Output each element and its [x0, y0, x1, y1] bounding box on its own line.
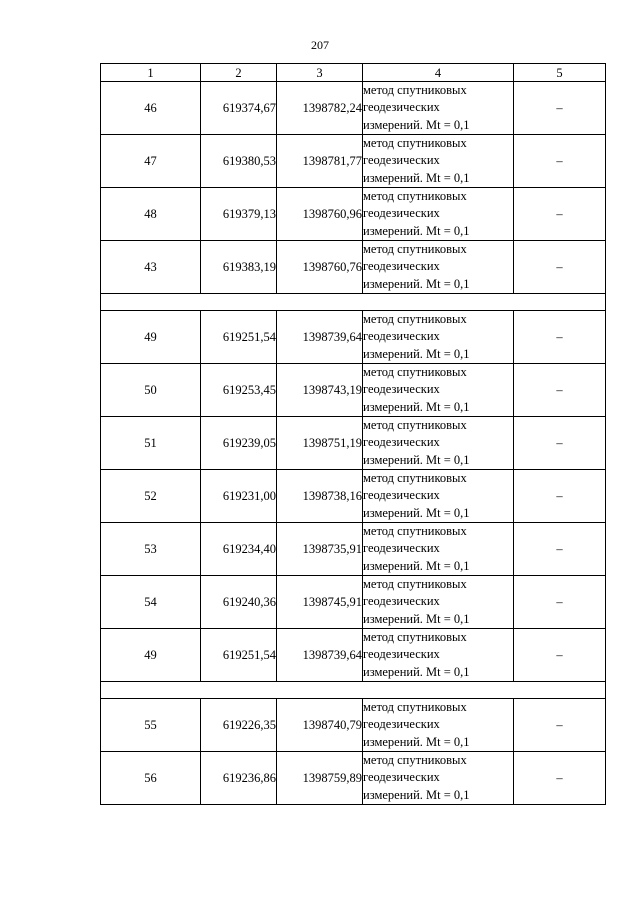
method-cell: [363, 470, 514, 523]
method-text-line: измерений. Mt = 0,1: [363, 452, 470, 467]
method-cell: [363, 576, 514, 629]
method-cell: [363, 364, 514, 417]
point-number-cell: 49: [101, 629, 201, 682]
method-cell: [363, 523, 514, 576]
method-text-line: метод спутниковых: [363, 700, 467, 715]
table-row: [101, 82, 606, 135]
point-number-cell: 50: [101, 364, 201, 417]
method-text-line: геодезических: [363, 435, 440, 450]
group-separator-row: [101, 682, 606, 699]
table-row: [101, 311, 606, 364]
point-number-cell: 43: [101, 241, 201, 294]
method-text-line: метод спутниковых: [363, 524, 467, 539]
method-cell: [363, 82, 514, 135]
y-coordinate-cell: 1398760,76: [277, 241, 363, 294]
x-coordinate-cell: 619239,05: [201, 417, 277, 470]
point-number-cell: 53: [101, 523, 201, 576]
note-cell: –: [514, 364, 606, 417]
method-text-line: измерений. Mt = 0,1: [363, 734, 470, 749]
method-text-line: метод спутниковых: [363, 418, 467, 433]
coordinates-table: [100, 63, 606, 805]
header-col-2: 2: [201, 64, 277, 82]
header-col-5: 5: [514, 64, 606, 82]
method-text-line: геодезических: [363, 100, 440, 115]
method-text-line: метод спутниковых: [363, 630, 467, 645]
table-row: [101, 135, 606, 188]
table-row: [101, 188, 606, 241]
point-number-cell: 47: [101, 135, 201, 188]
method-text-line: метод спутниковых: [363, 136, 467, 151]
y-coordinate-cell: 1398782,24: [277, 82, 363, 135]
y-coordinate-cell: 1398735,91: [277, 523, 363, 576]
method-cell: [363, 135, 514, 188]
method-text-line: геодезических: [363, 382, 440, 397]
point-number-cell: 56: [101, 752, 201, 805]
group-separator-row: [101, 294, 606, 311]
method-cell: [363, 629, 514, 682]
x-coordinate-cell: 619253,45: [201, 364, 277, 417]
point-number-cell: 49: [101, 311, 201, 364]
page-number: 207: [311, 38, 329, 52]
method-cell: [363, 188, 514, 241]
point-number-cell: 54: [101, 576, 201, 629]
table-row: [101, 417, 606, 470]
method-text-line: метод спутниковых: [363, 753, 467, 768]
y-coordinate-cell: 1398738,16: [277, 470, 363, 523]
method-text-line: геодезических: [363, 647, 440, 662]
method-cell: [363, 241, 514, 294]
method-text-line: измерений. Mt = 0,1: [363, 558, 470, 573]
method-text-line: измерений. Mt = 0,1: [363, 346, 470, 361]
x-coordinate-cell: 619251,54: [201, 629, 277, 682]
method-cell: [363, 417, 514, 470]
table-body: [101, 82, 606, 805]
method-text-line: метод спутниковых: [363, 471, 467, 486]
note-cell: –: [514, 241, 606, 294]
method-text-line: измерений. Mt = 0,1: [363, 117, 470, 132]
note-cell: –: [514, 417, 606, 470]
method-cell: [363, 311, 514, 364]
y-coordinate-cell: 1398760,96: [277, 188, 363, 241]
x-coordinate-cell: 619236,86: [201, 752, 277, 805]
table-row: [101, 470, 606, 523]
note-cell: –: [514, 135, 606, 188]
method-text-line: метод спутниковых: [363, 189, 467, 204]
x-coordinate-cell: 619226,35: [201, 699, 277, 752]
x-coordinate-cell: 619234,40: [201, 523, 277, 576]
table-row: [101, 241, 606, 294]
note-cell: –: [514, 523, 606, 576]
method-text-line: измерений. Mt = 0,1: [363, 611, 470, 626]
method-text-line: измерений. Mt = 0,1: [363, 664, 470, 679]
note-cell: –: [514, 576, 606, 629]
group-separator-cell: [101, 294, 606, 311]
header-col-4: 4: [363, 64, 514, 82]
method-text-line: метод спутниковых: [363, 83, 467, 98]
table-row: [101, 364, 606, 417]
x-coordinate-cell: 619231,00: [201, 470, 277, 523]
y-coordinate-cell: 1398745,91: [277, 576, 363, 629]
point-number-cell: 52: [101, 470, 201, 523]
method-text-line: измерений. Mt = 0,1: [363, 399, 470, 414]
group-separator-cell: [101, 682, 606, 699]
method-text-line: геодезических: [363, 206, 440, 221]
method-text-line: геодезических: [363, 770, 440, 785]
method-text-line: геодезических: [363, 594, 440, 609]
method-text-line: измерений. Mt = 0,1: [363, 170, 470, 185]
point-number-cell: 55: [101, 699, 201, 752]
x-coordinate-cell: 619374,67: [201, 82, 277, 135]
y-coordinate-cell: 1398759,89: [277, 752, 363, 805]
method-text-line: измерений. Mt = 0,1: [363, 787, 470, 802]
table-row: [101, 629, 606, 682]
header-row: [101, 64, 606, 82]
table-row: [101, 576, 606, 629]
method-text-line: измерений. Mt = 0,1: [363, 223, 470, 238]
y-coordinate-cell: 1398739,64: [277, 629, 363, 682]
method-text-line: метод спутниковых: [363, 365, 467, 380]
point-number-cell: 46: [101, 82, 201, 135]
y-coordinate-cell: 1398743,19: [277, 364, 363, 417]
method-cell: [363, 752, 514, 805]
table-row: [101, 699, 606, 752]
x-coordinate-cell: 619380,53: [201, 135, 277, 188]
note-cell: –: [514, 470, 606, 523]
table-row: [101, 752, 606, 805]
x-coordinate-cell: 619383,19: [201, 241, 277, 294]
method-text-line: геодезических: [363, 329, 440, 344]
y-coordinate-cell: 1398739,64: [277, 311, 363, 364]
note-cell: –: [514, 311, 606, 364]
x-coordinate-cell: 619240,36: [201, 576, 277, 629]
y-coordinate-cell: 1398751,19: [277, 417, 363, 470]
method-text-line: измерений. Mt = 0,1: [363, 276, 470, 291]
y-coordinate-cell: 1398781,77: [277, 135, 363, 188]
method-text-line: метод спутниковых: [363, 312, 467, 327]
point-number-cell: 51: [101, 417, 201, 470]
note-cell: –: [514, 629, 606, 682]
note-cell: –: [514, 82, 606, 135]
note-cell: –: [514, 188, 606, 241]
method-text-line: измерений. Mt = 0,1: [363, 505, 470, 520]
method-text-line: геодезических: [363, 153, 440, 168]
method-text-line: геодезических: [363, 717, 440, 732]
method-text-line: метод спутниковых: [363, 242, 467, 257]
header-col-3: 3: [277, 64, 363, 82]
method-cell: [363, 699, 514, 752]
x-coordinate-cell: 619379,13: [201, 188, 277, 241]
note-cell: –: [514, 752, 606, 805]
x-coordinate-cell: 619251,54: [201, 311, 277, 364]
y-coordinate-cell: 1398740,79: [277, 699, 363, 752]
header-col-1: 1: [101, 64, 201, 82]
point-number-cell: 48: [101, 188, 201, 241]
method-text-line: геодезических: [363, 541, 440, 556]
note-cell: –: [514, 699, 606, 752]
table-header: [101, 64, 606, 82]
method-text-line: метод спутниковых: [363, 577, 467, 592]
method-text-line: геодезических: [363, 259, 440, 274]
method-text-line: геодезических: [363, 488, 440, 503]
table-row: [101, 523, 606, 576]
